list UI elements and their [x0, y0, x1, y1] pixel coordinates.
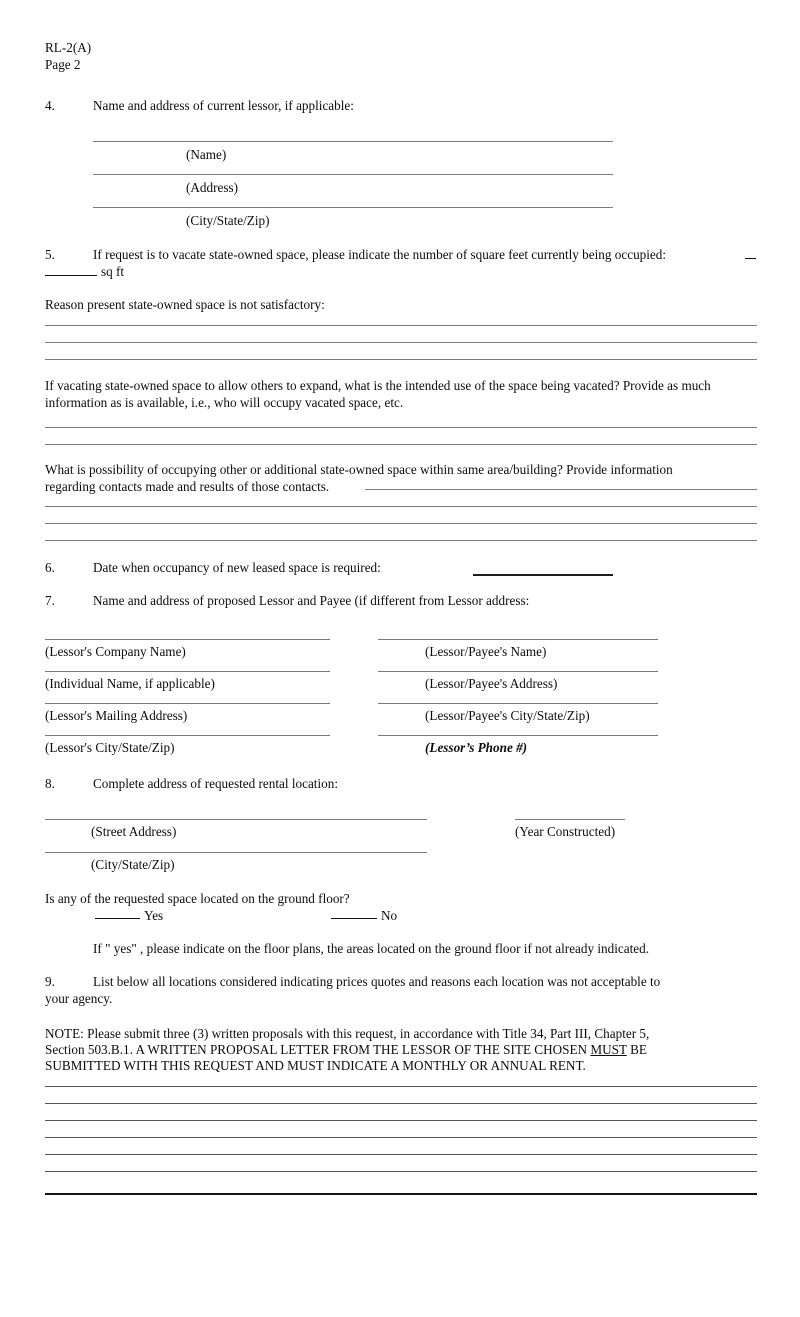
- reason-rule-2[interactable]: [45, 342, 757, 343]
- item-5-sqft-blank[interactable]: [45, 275, 97, 276]
- reason-rule-1[interactable]: [45, 325, 757, 326]
- note-line-3: SUBMITTED WITH THIS REQUEST AND MUST INDICATE A MONTHLY OR ANNUAL RENT.: [45, 1058, 586, 1073]
- note-line-2: [45, 1042, 647, 1059]
- item-4-text: Name and address of current lessor, if applicable:: [93, 98, 354, 113]
- item-9-text-line2: your agency.: [45, 991, 113, 1006]
- item-6-number: 6.: [45, 560, 55, 575]
- possibility-paragraph-line2: regarding contacts made and results of those contacts.: [45, 479, 330, 494]
- item-7-right-rule-1[interactable]: [378, 639, 658, 640]
- item-7-right-caption-4: (Lessor’s Phone #): [425, 740, 528, 755]
- item-4-citystatezip-caption: (City/State/Zip): [186, 213, 270, 228]
- item-7-left-caption-2: (Individual Name, if applicable): [45, 676, 215, 691]
- item-7-left-rule-3[interactable]: [45, 703, 330, 704]
- reason-rule-3[interactable]: [45, 359, 757, 360]
- item-7-left-rule-2[interactable]: [45, 671, 330, 672]
- item-9-number: 9.: [45, 974, 55, 989]
- item-4-name-rule[interactable]: [93, 141, 613, 142]
- ground-floor-no-blank[interactable]: [331, 918, 377, 919]
- item-5-sqft-blank-start[interactable]: [745, 258, 756, 259]
- item-8-year-rule[interactable]: [515, 819, 625, 820]
- item-4-citystatezip-rule[interactable]: [93, 207, 613, 208]
- answer-rule-6[interactable]: [45, 1171, 757, 1172]
- ground-floor-question: Is any of the requested space located on the ground floor?: [45, 891, 350, 906]
- item-7-left-rule-1[interactable]: [45, 639, 330, 640]
- answer-rule-4[interactable]: [45, 1137, 757, 1138]
- item-7-right-rule-2[interactable]: [378, 671, 658, 672]
- item-5-reason-label: Reason present state-owned space is not satisfactory:: [45, 297, 325, 312]
- form-id: RL-2(A): [45, 40, 92, 55]
- item-7-left-caption-1: (Lessor's Company Name): [45, 644, 186, 659]
- answer-rule-7[interactable]: [45, 1193, 757, 1195]
- item-7-right-caption-1: (Lessor/Payee's Name): [425, 644, 547, 659]
- item-5-number: 5.: [45, 247, 55, 262]
- item-7-left-caption-4: (Lessor's City/State/Zip): [45, 740, 175, 755]
- note-line-1: NOTE: Please submit three (3) written proposals with this request, in accordance with Title 34, Part III, Chapter 5,: [45, 1026, 650, 1041]
- item-8-street-caption: (Street Address): [91, 824, 177, 839]
- item-7-right-rule-4[interactable]: [378, 735, 658, 736]
- vacating-paragraph: If vacating state-owned space to allow others to expand, what is the intended use of the space being vacated? Provide as much information as is available, i.e., who will occupy vacated space, etc.: [45, 378, 711, 410]
- note-line-2-tail: BE: [626, 1042, 647, 1057]
- possibility-rule-2[interactable]: [45, 523, 757, 524]
- item-7-left-caption-3: (Lessor's Mailing Address): [45, 708, 188, 723]
- item-4-address-caption: (Address): [186, 180, 239, 195]
- page-label: Page 2: [45, 56, 81, 72]
- ground-floor-no-label: No: [381, 908, 398, 923]
- answer-rule-1[interactable]: [45, 1086, 757, 1087]
- possibility-inline-rule[interactable]: [365, 489, 757, 490]
- item-7-number: 7.: [45, 593, 55, 608]
- item-6-date-blank[interactable]: [473, 574, 613, 576]
- item-8-year-caption: (Year Constructed): [515, 824, 616, 839]
- answer-rule-2[interactable]: [45, 1103, 757, 1104]
- item-7-left-rule-4[interactable]: [45, 735, 330, 736]
- item-7-right-caption-3: (Lessor/Payee's City/State/Zip): [425, 708, 590, 723]
- item-7-right-rule-3[interactable]: [378, 703, 658, 704]
- note-line-2-text: Section 503.B.1. A WRITTEN PROPOSAL LETTER FROM THE LESSOR OF THE SITE CHOSEN: [45, 1042, 591, 1057]
- item-4-name-caption: (Name): [186, 147, 227, 162]
- item-6-text: Date when occupancy of new leased space is required:: [93, 560, 381, 575]
- item-8-citystatezip-rule[interactable]: [45, 852, 427, 853]
- item-4-number: 4.: [45, 98, 55, 113]
- vacating-rule-1[interactable]: [45, 427, 757, 428]
- item-4-address-rule[interactable]: [93, 174, 613, 175]
- item-8-street-rule[interactable]: [45, 819, 427, 820]
- vacating-rule-2[interactable]: [45, 444, 757, 445]
- item-8-number: 8.: [45, 776, 55, 791]
- item-7-text: Name and address of proposed Lessor and Payee (if different from Lessor address:: [93, 593, 530, 608]
- item-8-text: Complete address of requested rental location:: [93, 776, 338, 791]
- document-header: [45, 40, 91, 73]
- item-5-text-line1: If request is to vacate state-owned space, please indicate the number of square feet currently being occupied:: [93, 247, 667, 262]
- possibility-paragraph-line1: What is possibility of occupying other or additional state-owned space within same area/building? Provide information: [45, 462, 673, 477]
- item-5-sqft-label: sq ft: [101, 264, 125, 279]
- item-7-right-caption-2: (Lessor/Payee's Address): [425, 676, 558, 691]
- ground-floor-yes-blank[interactable]: [95, 918, 140, 919]
- ground-floor-yes-label: Yes: [144, 908, 164, 923]
- ground-floor-note: If " yes" , please indicate on the floor plans, the areas located on the ground floor if not already indicated.: [93, 941, 650, 956]
- note-emphasis-must: MUST: [590, 1042, 627, 1057]
- item-9-text-line1: List below all locations considered indicating prices quotes and reasons each location was not acceptable to: [93, 974, 661, 989]
- possibility-rule-3[interactable]: [45, 540, 757, 541]
- item-8-citystatezip-caption: (City/State/Zip): [91, 857, 175, 872]
- possibility-rule-1[interactable]: [45, 506, 757, 507]
- answer-rule-5[interactable]: [45, 1154, 757, 1155]
- answer-rule-3[interactable]: [45, 1120, 757, 1121]
